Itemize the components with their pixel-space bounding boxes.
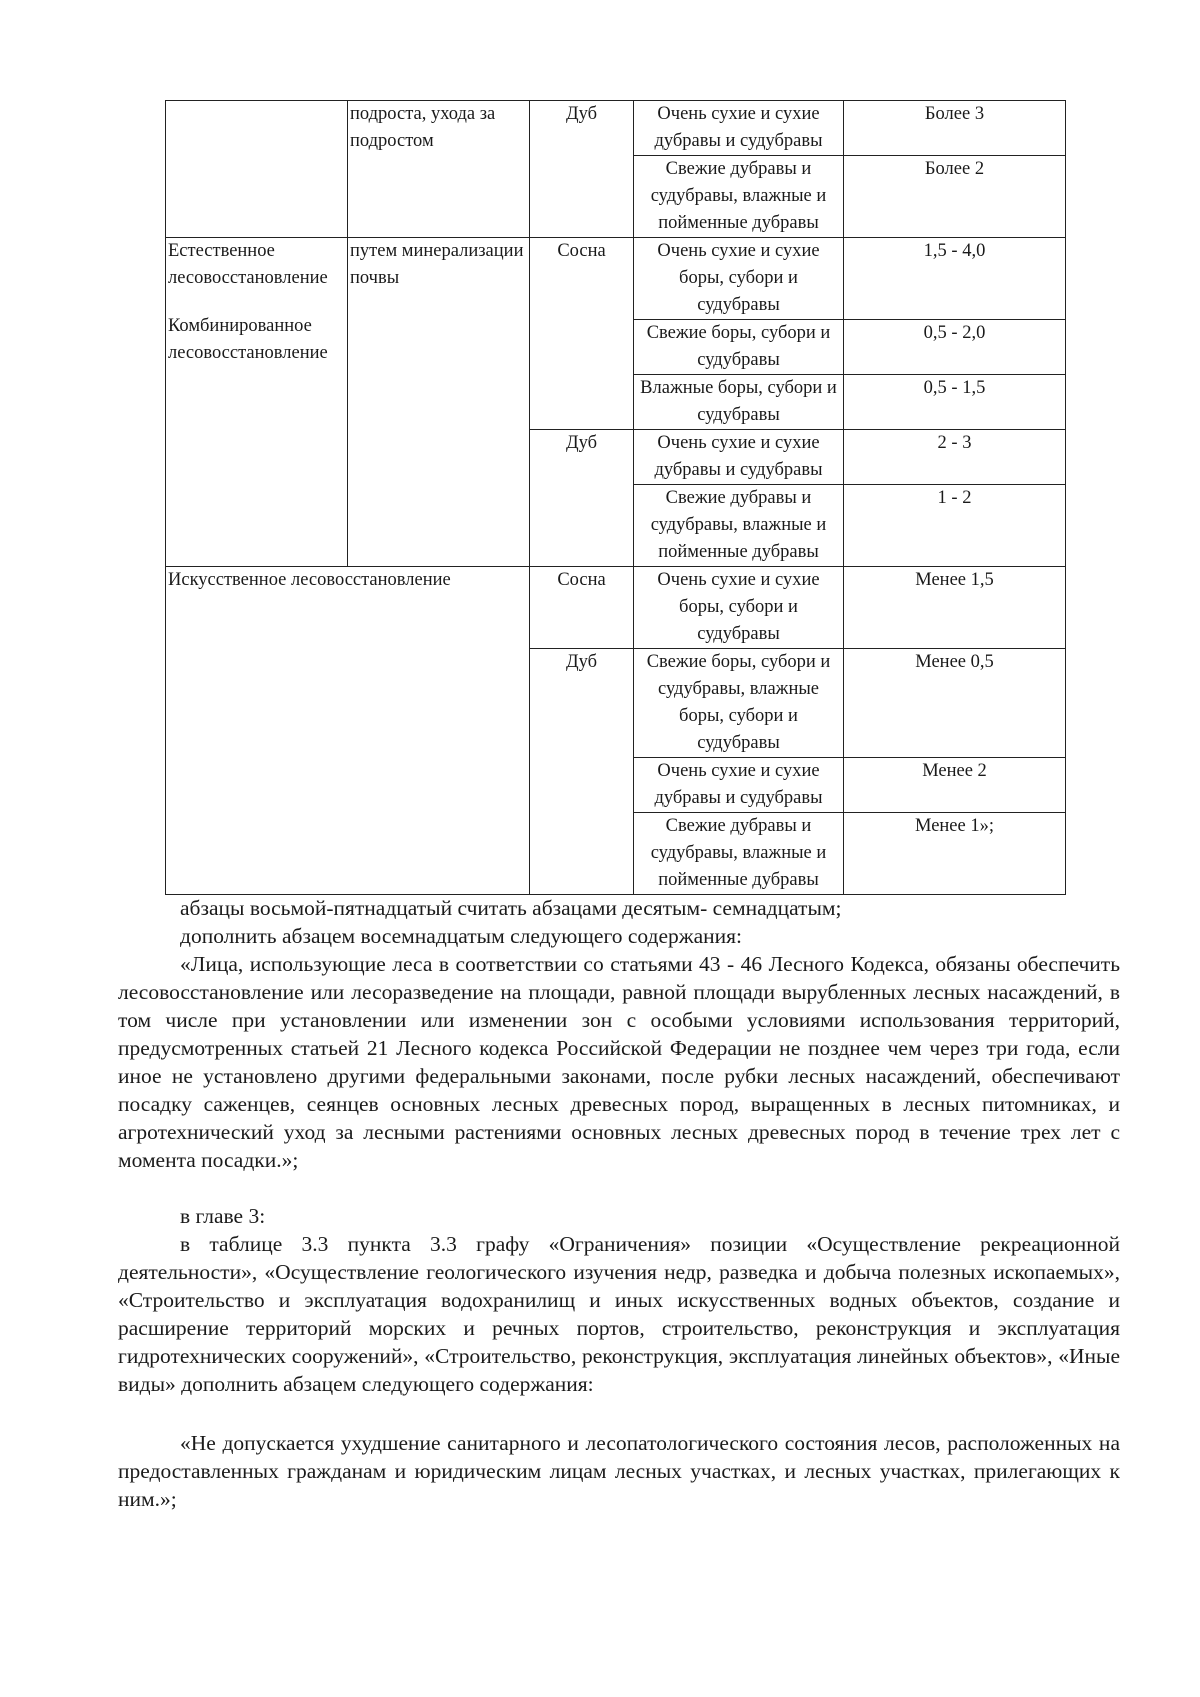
- method-combined: Комбинированное лесовосстановление: [168, 316, 328, 363]
- value-cell: Менее 0,5: [844, 649, 1066, 758]
- method-note-cell: подроста, ухода за подростом: [348, 101, 530, 238]
- paragraph-quote-1: «Лица, использующие леса в соответствии со статьями 43 - 46 Лесного Кодекса, обязаны обеспечить лесовосстановление или лесоразведение на площади, равной площади вырубленных лесных насаждений, в том числе при установлении или изменении зон с особыми условиями использования территорий, предусмотренных статьей 21 Лесного кодекса Российской Федерации не позднее чем через три года, если иное не установлено другими федеральными законами, после рубки лесных насаждений, обеспечивают посадку саженцев, сеянцев основных лесных древесных пород, выращенных в лесных питомниках, и агротехнический уход за лесными растениями основных лесных древесных пород в течение трех лет с момента посадки.»;: [118, 952, 1120, 1172]
- conditions-cell: Очень сухие и сухие боры, субори и судубравы: [634, 238, 844, 320]
- species-cell: Сосна: [530, 567, 634, 649]
- value-cell: Менее 2: [844, 758, 1066, 813]
- value-cell: 0,5 - 2,0: [844, 320, 1066, 375]
- paragraph-renumber: абзацы восьмой-пятнадцатый считать абзацами десятым- семнадцатым;: [180, 896, 842, 920]
- conditions-cell: Свежие дубравы и судубравы, влажные и пойменные дубравы: [634, 156, 844, 238]
- species-cell: Сосна: [530, 238, 634, 430]
- method-natural: Естественное лесовосстановление: [168, 241, 328, 288]
- value-cell: Менее 1,5: [844, 567, 1066, 649]
- value-cell: 2 - 3: [844, 430, 1066, 485]
- conditions-cell: Очень сухие и сухие дубравы и судубравы: [634, 430, 844, 485]
- conditions-cell: Свежие боры, субори и судубравы, влажные боры, субори и судубравы: [634, 649, 844, 758]
- conditions-cell: Влажные боры, субори и судубравы: [634, 375, 844, 430]
- forest-regeneration-table: [165, 100, 1066, 895]
- value-cell: Более 2: [844, 156, 1066, 238]
- species-cell: Дуб: [530, 101, 634, 238]
- conditions-cell: Свежие боры, субори и судубравы: [634, 320, 844, 375]
- paragraph-table-ref: в таблице 3.3 пункта 3.3 графу «Ограничения» позиции «Осуществление рекреационной деятельности», «Осуществление геологического изучения недр, разведка и добыча полезных ископаемых», «Строительство и эксплуатация водохранилищ и иных искусственных водных объектов, создание и расширение территорий морских и речных портов, строительство, реконструкция и эксплуатация гидротехнических сооружений», «Строительство, реконструкция, эксплуатация линейных объектов», «Иные виды» дополнить абзацем следующего содержания:: [118, 1232, 1120, 1396]
- value-cell: 0,5 - 1,5: [844, 375, 1066, 430]
- method-cell: [166, 101, 348, 238]
- value-cell: Более 3: [844, 101, 1066, 156]
- value-cell: 1,5 - 4,0: [844, 238, 1066, 320]
- method-cell: Искусственное лесовосстановление: [166, 567, 530, 895]
- value-cell: Менее 1»;: [844, 813, 1066, 895]
- conditions-cell: Очень сухие и сухие дубравы и судубравы: [634, 101, 844, 156]
- table-row: [166, 238, 1066, 320]
- species-cell: Дуб: [530, 430, 634, 567]
- conditions-cell: Очень сухие и сухие боры, субори и судубравы: [634, 567, 844, 649]
- conditions-cell: Свежие дубравы и судубравы, влажные и пойменные дубравы: [634, 485, 844, 567]
- method-note-cell: путем минерализации почвы: [348, 238, 530, 567]
- value-cell: 1 - 2: [844, 485, 1066, 567]
- species-cell: Дуб: [530, 649, 634, 895]
- table-row: [166, 567, 1066, 649]
- paragraph-add: дополнить абзацем восемнадцатым следующего содержания:: [180, 924, 743, 948]
- method-cell: [166, 238, 348, 567]
- conditions-cell: Свежие дубравы и судубравы, влажные и пойменные дубравы: [634, 813, 844, 895]
- paragraph-chapter: в главе 3:: [180, 1204, 266, 1228]
- table-row: [166, 101, 1066, 156]
- paragraph-quote-2: «Не допускается ухудшение санитарного и лесопатологического состояния лесов, расположенных на предоставленных гражданам и юридическим лицам лесных участках, и лесных участках, прилегающих к ним.»;: [118, 1431, 1120, 1511]
- conditions-cell: Очень сухие и сухие дубравы и судубравы: [634, 758, 844, 813]
